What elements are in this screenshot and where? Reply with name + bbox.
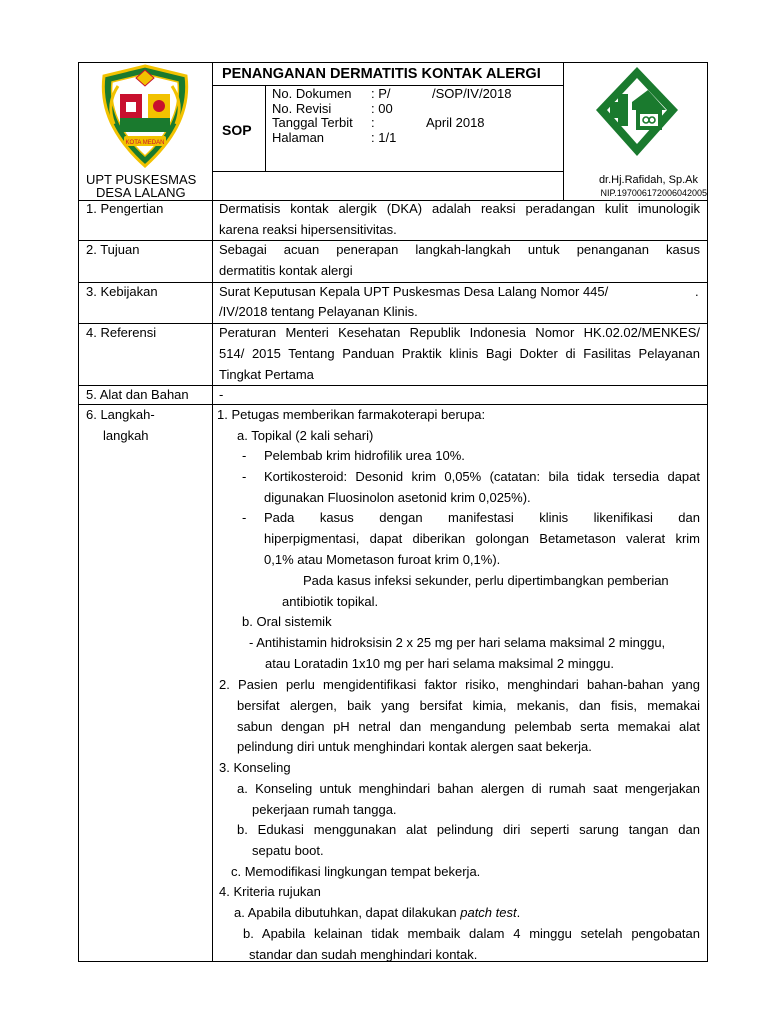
step-2-line3: sabun dengan pH netral dan mengandung pelembab serta memakai alat bbox=[237, 719, 700, 734]
topikal-item-1: Pelembab krim hidrofilik urea 10%. bbox=[264, 448, 465, 463]
step-1b: b. Oral sistemik bbox=[242, 614, 332, 629]
kebijakan-line2: /IV/2018 tentang Pelayanan Klinis. bbox=[219, 304, 418, 319]
step-3: 3. Konseling bbox=[219, 760, 291, 775]
bullet-dash: - bbox=[242, 510, 247, 525]
step-3c: c. Memodifikasi lingkungan tempat bekerja. bbox=[231, 864, 481, 879]
org-name-line1: UPT PUSKESMAS bbox=[86, 172, 197, 187]
issue-date-label: Tanggal Terbit bbox=[272, 115, 353, 130]
tujuan-line2: dermatitis kontak alergi bbox=[219, 263, 353, 278]
topikal-item-3-line1: Pada kasus dengan manifestasi klinis likenifikasi dan bbox=[264, 510, 700, 525]
topikal-item-3-line2: hiperpigmentasi, dapat diberikan golongan Betametason valerat krim bbox=[264, 531, 700, 546]
row-label-langkah-2: langkah bbox=[103, 428, 149, 443]
kebijakan-line1-end: . bbox=[695, 284, 699, 299]
pengertian-line1: Dermatisis kontak alergik (DKA) adalah reaksi peradangan kulit imunologik bbox=[219, 201, 700, 216]
row-label-kebijakan: 3. Kebijakan bbox=[86, 284, 158, 299]
signer-nip: NIP.197006172006042005 bbox=[600, 188, 707, 198]
step-1a: a. Topikal (2 kali sehari) bbox=[237, 428, 374, 443]
tujuan-line1: Sebagai acuan penerapan langkah-langkah untuk penanganan kasus bbox=[219, 242, 700, 257]
row-label-langkah-1: 6. Langkah- bbox=[86, 407, 155, 422]
oral-line1: - Antihistamin hidroksisin 2 x 25 mg per hari selama maksimal 2 minggu, bbox=[249, 635, 666, 650]
referensi-line1: Peraturan Menteri Kesehatan Republik Indonesia Nomor HK.02.02/MENKES/ bbox=[219, 325, 700, 340]
sop-label: SOP bbox=[222, 122, 252, 138]
pengertian-line2: karena reaksi hipersensitivitas. bbox=[219, 222, 397, 237]
step-1: 1. Petugas memberikan farmakoterapi berupa: bbox=[217, 407, 486, 422]
issue-date-sep: : bbox=[371, 115, 375, 130]
row-label-tujuan: 2. Tujuan bbox=[86, 242, 140, 257]
infeksi-line2: antibiotik topikal. bbox=[282, 594, 379, 609]
row-label-alat: 5. Alat dan Bahan bbox=[86, 387, 189, 402]
city-emblem-logo bbox=[96, 64, 194, 168]
kebijakan-line1: Surat Keputusan Kepala UPT Puskesmas Desa Lalang Nomor 445/ bbox=[219, 284, 609, 299]
bullet-dash: - bbox=[242, 469, 247, 484]
step-2-line2: bersifat alergen, baik yang bersifat kimia, mekanis, dan fisis, memakai bbox=[237, 698, 700, 713]
page-sep: : 1/1 bbox=[371, 130, 397, 145]
step-3b-line1: b. Edukasi menggunakan alat pelindung diri seperti sarung tangan dan bbox=[237, 822, 700, 837]
doc-number-label: No. Dokumen bbox=[272, 86, 352, 101]
step-2-line4: pelindung diri untuk menghindari kontak alergen saat bekerja. bbox=[237, 739, 592, 754]
document-title: PENANGANAN DERMATITIS KONTAK ALERGI bbox=[222, 66, 541, 82]
step-4a bbox=[234, 905, 520, 921]
infeksi-line1: Pada kasus infeksi sekunder, perlu dipertimbangkan pemberian bbox=[303, 573, 669, 588]
signer-name: dr.Hj.Rafidah, Sp.Ak bbox=[598, 174, 698, 186]
doc-number-sep: : P/ bbox=[371, 86, 391, 101]
puskesmas-logo bbox=[592, 64, 682, 159]
referensi-line2: 514/ 2015 Tentang Panduan Praktik klinis Bagi Dokter di Fasilitas Pelayanan bbox=[219, 346, 700, 361]
doc-number-value: /SOP/IV/2018 bbox=[432, 86, 512, 101]
step-4a-text: a. Apabila dibutuhkan, dapat dilakukan bbox=[234, 905, 461, 920]
emblem-motto: KOTA MEDAN bbox=[125, 140, 165, 146]
patch-test-term: patch test bbox=[460, 905, 517, 920]
step-3a-line2: pekerjaan rumah tangga. bbox=[252, 802, 397, 817]
row-label-referensi: 4. Referensi bbox=[86, 325, 157, 340]
step-4: 4. Kriteria rujukan bbox=[219, 884, 321, 899]
issue-date-value: April 2018 bbox=[426, 115, 485, 130]
page-label: Halaman bbox=[272, 130, 325, 145]
step-4a-end: . bbox=[516, 905, 521, 920]
step-4b-line1: b. Apabila kelainan tidak membaik dalam 4 minggu setelah pengobatan bbox=[243, 926, 700, 941]
topikal-item-3-line3: 0,1% atau Mometason furoat krim 0,1%). bbox=[264, 552, 501, 567]
step-2-line1: 2. Pasien perlu mengidentifikasi faktor risiko, menghindari bahan-bahan yang bbox=[219, 677, 700, 692]
topikal-item-2-line2: digunakan Fluosinolon asetonid krim 0,025%). bbox=[264, 490, 531, 505]
revision-sep: : 00 bbox=[371, 101, 393, 116]
topikal-item-2-line1: Kortikosteroid: Desonid krim 0,05% (catatan: bila tidak tersedia dapat bbox=[264, 469, 700, 484]
oral-line2: atau Loratadin 1x10 mg per hari selama maksimal 2 minggu. bbox=[265, 656, 615, 671]
bullet-dash: - bbox=[242, 448, 247, 463]
revision-label: No. Revisi bbox=[272, 101, 332, 116]
referensi-line3: Tingkat Pertama bbox=[219, 367, 314, 382]
row-label-pengertian: 1. Pengertian bbox=[86, 201, 164, 216]
alat-value: - bbox=[219, 387, 224, 402]
step-4b-line2: standar dan sudah menghindari kontak. bbox=[249, 947, 478, 962]
step-3a-line1: a. Konseling untuk menghindari bahan alergen di rumah saat mengerjakan bbox=[237, 781, 700, 796]
org-name-line2: DESA LALANG bbox=[96, 185, 186, 200]
step-3b-line2: sepatu boot. bbox=[252, 843, 324, 858]
